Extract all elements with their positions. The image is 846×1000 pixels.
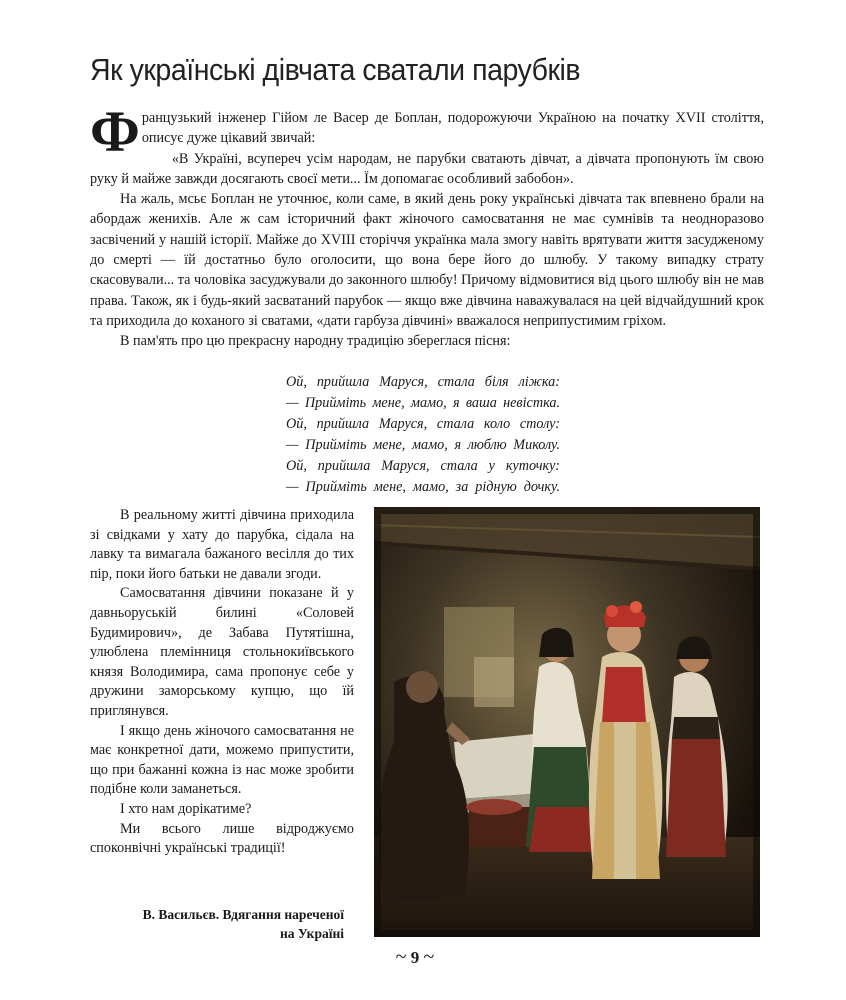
column-paragraph-3: І якщо день жіночого самосватання не має конкретної дати, можемо припустити, що при бажанні кожна із нас може зробити подібне коли заманеться. (90, 722, 354, 798)
tilde-ornament-left: ~ (395, 946, 407, 968)
poem-line: Ой, прийшла Маруся, стала у куточку: (286, 458, 560, 474)
intro-paragraph-1 (90, 99, 764, 164)
column-paragraph-2: Самосватання дівчини показане й у давньоруській билині «Соловей Будимирович», де Забава Путятішна, улюблена племінниця стольнокиївського князя Володимира, сама пропонує себе у дружини заморському купцю, що їй приглянувся. (90, 585, 354, 719)
poem-line: — Прийміть мене, мамо, я ваша невістка. (286, 395, 560, 411)
poem-line: Ой, прийшла Маруся, стала біля ліжка: (286, 374, 560, 390)
page-number-footer (370, 946, 460, 969)
tilde-ornament-right: ~ (423, 946, 435, 968)
poem-line: — Прийміть мене, мамо, я люблю Миколу. (286, 437, 560, 453)
column-paragraph-1: В реальному житті дівчина приходила зі свідками у хату до парубка, сідала на лавку та вимагала бажаного весілля до тих пір, поки його батьки не давали згоди. (90, 507, 354, 582)
caption-line-2: на Україні (279, 926, 344, 941)
song-verse (286, 372, 560, 498)
page-number: 9 (410, 948, 420, 967)
column-text (90, 506, 354, 859)
column-paragraph-4: І хто нам дорікатиме? (120, 800, 252, 817)
poem-line: — Прийміть мене, мамо, за рідную дочку. (286, 479, 560, 495)
intro-paragraph-1-text: ранцузький інженер Гійом ле Васер де Боплан, подорожуючи Україною на початку XVII століття, описує дуже цікавий звичай: (141, 110, 764, 147)
intro-paragraph-4: В пам'ять про цю прекрасну народну традицію збереглася пісня: (120, 333, 511, 350)
painting-image (374, 507, 760, 937)
column-paragraph-5: Ми всього лише відроджуємо споконвічні українські традиції! (90, 820, 354, 857)
drop-cap: Ф (90, 99, 140, 164)
intro-paragraph-2: «В Україні, всупереч усім народам, не парубки сватають дівчат, а дівчата пропонують їм свою руку й майже завжди досягають своєї мети... Їм допомагає особливий забобон». (90, 150, 764, 187)
intro-paragraph-3: На жаль, мсьє Боплан не уточнює, коли саме, в який день року українські дівчата так впевнено брали на абордаж женихів. Але ж сам історичний факт жіночого самосватання не має сумнівів та неодноразово засвічений у нашій історії. Майже до XVIII сторіччя українка мала змогу навіть врятувати життя засудженому до смерті — їй достатньо було оголосити, що вона бере його до шлюбу. У такому випадку страту скасовували... та чоловіка засуджували до законного шлюбу! Причому відмовитися від цього шлюбу він не мав права. Також, як і будь-який засватаний парубок — якщо вже дівчина наважувалася на цей відчайдушний крок та приходила до коханого зі сватами, «дати гарбуза дівчині» вважалося неприпустимим гріхом. (90, 191, 764, 329)
poem-line: Ой, прийшла Маруся, стала коло столу: (286, 416, 560, 432)
article-intro (90, 99, 764, 352)
caption-line-1: В. Васильєв. Вдягання нареченої (142, 907, 344, 922)
painting-caption (90, 905, 344, 943)
page-title: Як українські дівчата сватали парубків (90, 52, 581, 87)
